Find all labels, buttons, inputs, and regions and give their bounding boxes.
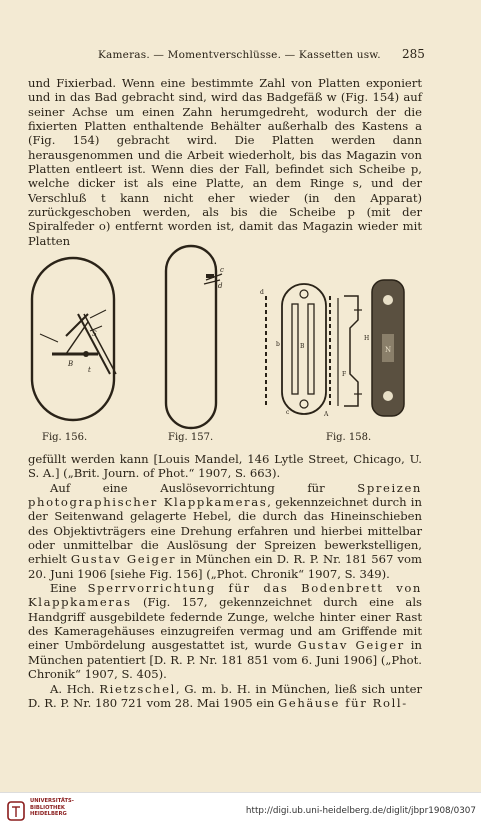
figure-156 — [28, 256, 118, 443]
figure-157 — [160, 244, 230, 443]
figure-row — [24, 256, 424, 446]
running-title: Kameras. — Momentverschlüsse. — Kassetten usw. — [98, 49, 381, 61]
paragraph-rietzschel: A. Hch. Rietzschel, G. m. b. H. in München, ließ sich unter D. R. P. Nr. 180 721 vom 28. Mai 1905 ein Gehäuse für Roll- — [28, 681, 423, 710]
figure-caption: Fig. 158. — [326, 432, 372, 443]
paragraph-continuation — [28, 76, 422, 248]
fig158-label: b — [276, 341, 280, 348]
figure-158-drawing — [258, 276, 418, 426]
fig158-label: H — [364, 335, 370, 342]
paragraph-text: und Fixierbad. Wenn eine bestimmte Zahl von Platten exponiert und in das Bad gebracht sind, wird das Badgefäß w (Fig. 154) auf seiner Achse um einen Zahn herumgedreht, wodurch der die fixierten Platten enthaltende Behälter außerhalb des Kastens a (Fig. 154) gebracht wird. Die Platten werden dann herausgenommen und die Arbeit wiederholt, bis das Magazin von Platten entleert ist. Wenn dies der Fall, befindet sich Scheibe p, welche dicker ist als eine Platte, an dem Ringe s, und der Verschluß t kann nicht eher wieder (in den Apparat) zurückgeschoben werden, als bis die Scheibe p (mit der Spiralfeder o) entfernt worden ist, damit das Magazin wieder mit Platten — [28, 76, 422, 248]
fig158-label: N — [385, 346, 392, 354]
source-url-link[interactable]: http://digi.ub.uni-heidelberg.de/diglit/jbpr1908/0307 — [245, 806, 476, 816]
fig158-label: d — [260, 289, 264, 296]
figure-caption: Fig. 157. — [168, 432, 214, 443]
page-number: 285 — [402, 47, 425, 61]
fig157-label: d — [218, 282, 223, 290]
library-name: UNIVERSITÄTS- BIBLIOTHEK HEIDELBERG — [30, 798, 74, 817]
digitization-footer — [0, 792, 481, 829]
fig157-label: c — [220, 266, 224, 274]
university-seal-icon — [6, 800, 26, 822]
main-text-block — [28, 452, 422, 710]
fig158-label: B — [300, 343, 305, 350]
figure-156-drawing — [28, 256, 118, 431]
paragraph-geiger-spreizen: Auf eine Auslösevorrichtung für Spreizen photographischer Klappkameras, gekennzeichnet durch in der Seitenwand gelagerte Hebel, die durch das Hineinschieben des Objektivträgers eine Drehung erfahren und hierbei mittelbar oder unmittelbar die Auslösung der Spreizen bewerkstelligen, erhielt Gustav Geiger in München ein D. R. P. Nr. 181 567 vom 20. Juni 1906 [siehe Fig. 156] („Phot. Chronik“ 1907, S. 349). — [28, 480, 422, 581]
fig158-label: F — [342, 371, 347, 378]
fig156-label: S — [92, 330, 97, 338]
fig158-label: c — [286, 409, 290, 416]
fig156-label: t — [88, 366, 91, 374]
fig156-label: B — [68, 360, 74, 368]
paragraph-geiger-sperr: Eine Sperrvorrichtung für das Bodenbrett von Klappkameras (Fig. 157, gekennzeichnet durch eine als Handgriff ausgebildete federnde Zunge, welche hinter einer Rast des Kameragehäuses einzugreifen vermag und am Griffende mit einer Umbördelung ausgestattet ist, wurde Gustav Geiger in München patentiert [D. R. P. Nr. 181 851 vom 6. Juni 1906] („Phot. Chronik“ 1907, S. 405). — [28, 581, 422, 682]
figure-158 — [258, 276, 418, 443]
figure-157-drawing — [160, 244, 230, 434]
paragraph-text: gefüllt werden kann [Louis Mandel, 146 Lytle Street, Chicago, U. S. A.] („Brit. Journ. of Phot.“ 1907, S. 663). — [28, 452, 422, 481]
fig158-label: A — [324, 411, 329, 418]
figure-caption: Fig. 156. — [42, 432, 88, 443]
